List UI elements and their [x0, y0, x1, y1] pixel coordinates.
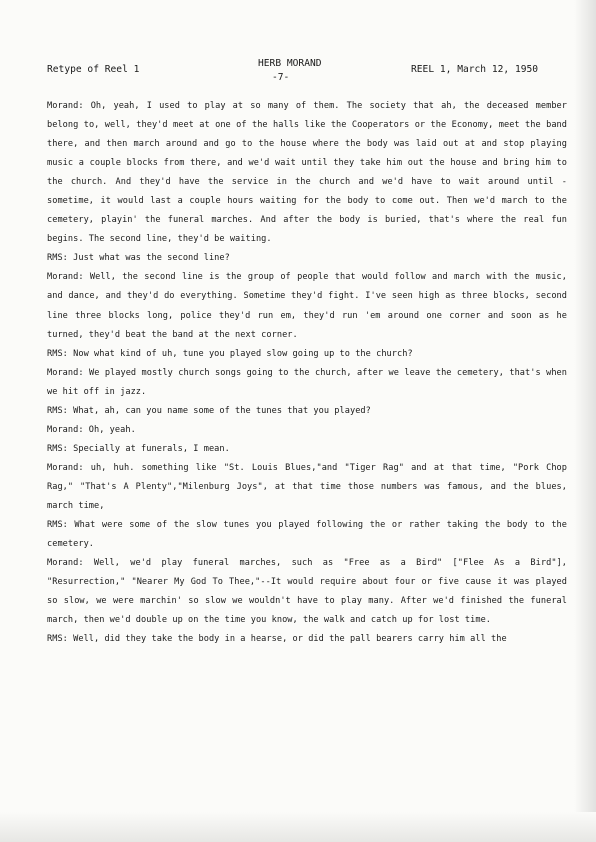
transcript-paragraph: RMS: Well, did they take the body in a hearse, or did the pall bearers carry him all the: [47, 634, 507, 645]
transcript-paragraph: Morand: Oh, yeah, I used to play at so many of them. The society that ah, the deceased member belong to, well, they'd meet at one of the halls like the Cooperators or the Economy, meet the band there, and then march around and go to the house where the body was laid out at and stop playing music a couple blocks from there, and we'd wait until they take him out the house and bring him to the church. And they'd have the service in the church and we'd have to wait around until - sometime, it would last a couple hours waiting for the body to come out. Then we'd march to the cemetery, playin' the funeral marches. And after the body is buried, that's where the real fun begins. The second line, they'd be waiting.: [47, 101, 567, 245]
transcript-paragraph: Morand: Well, we'd play funeral marches, such as "Free as a Bird" ["Flee As a Bird"], "Resurrection," "Nearer My God To Thee,"--It would require about four or five cause it was played so slow, we were marchin' so slow we wouldn't have to play many. After we'd finished the funeral march, then we'd double up on the time you know, the walk and catch up for lost time.: [47, 558, 567, 626]
transcript-paragraph: RMS: What were some of the slow tunes you played following the or rather taking the body to the cemetery.: [47, 520, 567, 550]
transcript-paragraph: Morand: Oh, yeah.: [47, 424, 136, 435]
transcript-paragraph: RMS: What, ah, can you name some of the tunes that you played?: [47, 405, 371, 416]
transcript-paragraph: Morand: Well, the second line is the group of people that would follow and march with the music, and dance, and they'd do everything. Sometime they'd fight. I've seen high as three blocks, second line three blocks long, police they'd run em, they'd run 'em around one corner and soon as he turned, they'd beat the band at the next corner.: [47, 272, 567, 340]
page-bottom-band: [0, 812, 596, 842]
transcript-paragraph: RMS: Now what kind of uh, tune you played slow going up to the church?: [47, 348, 413, 359]
transcript-body: [47, 97, 567, 649]
page-number: -7-: [272, 72, 290, 83]
transcript-paragraph: Morand: uh, huh. something like "St. Louis Blues,"and "Tiger Rag" and at that time, "Pork Chop Rag," "That's A Plenty","Milenburg Joys", at that time those numbers was famous, and the blues, march time,: [47, 462, 567, 511]
header-retype-label: Retype of Reel 1: [47, 64, 140, 75]
page-edge-shadow: [574, 0, 596, 842]
transcript-paragraph: RMS: Just what was the second line?: [47, 253, 230, 264]
header-interviewee-name: HERB MORAND: [258, 58, 322, 69]
transcript-paragraph: Morand: We played mostly church songs going to the church, after we leave the cemetery, that's when we hit off in jazz.: [47, 367, 567, 397]
transcript-paragraph: RMS: Specially at funerals, I mean.: [47, 443, 230, 454]
header-reel-date: REEL 1, March 12, 1950: [411, 64, 539, 75]
